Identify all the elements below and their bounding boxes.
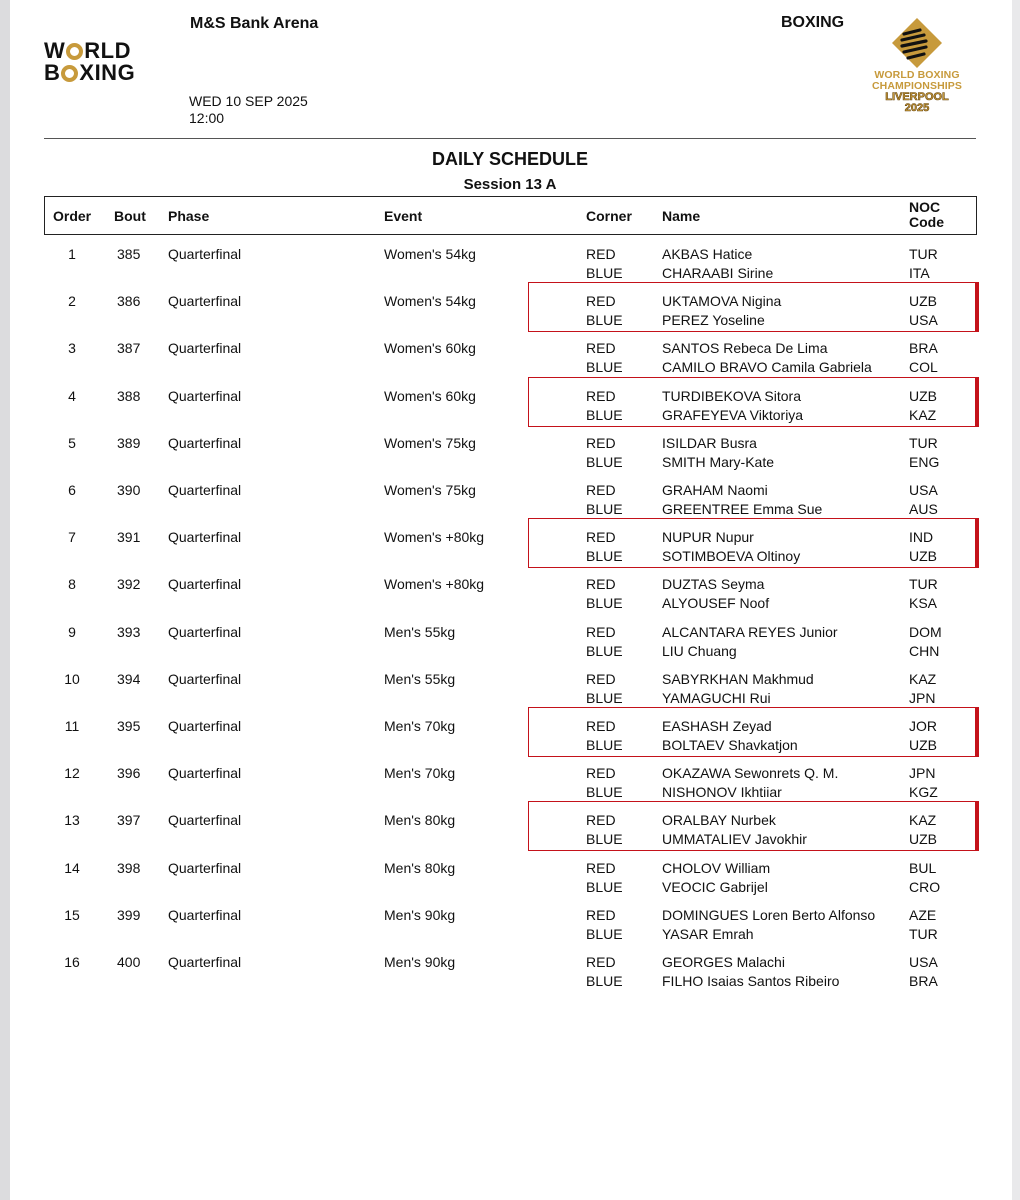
venue-name: M&S Bank Arena (190, 15, 319, 32)
logo-text-boxing: B XING (44, 60, 136, 85)
col-order: Order (53, 208, 92, 224)
col-event: Event (384, 208, 423, 224)
red-corner-label: RED (586, 718, 616, 734)
red-corner-label: RED (586, 434, 616, 451)
table-row (0, 765, 1020, 805)
bout-event: Men's 55kg (384, 623, 456, 640)
bout-order: 12 (64, 765, 80, 782)
bout-order: 13 (64, 812, 80, 829)
blue-corner-label: BLUE (586, 501, 623, 517)
bout-order: 3 (68, 340, 76, 357)
bout-order: 10 (64, 670, 80, 687)
session-label: Session 13 A (463, 176, 557, 193)
blue-corner-label: BLUE (586, 312, 623, 329)
bout-order: 16 (64, 954, 80, 970)
red-noc-code: JOR (909, 718, 937, 734)
blue-noc-code: ENG (909, 453, 940, 470)
table-row (0, 340, 1020, 380)
red-corner-label: RED (586, 246, 616, 262)
blue-corner-label: BLUE (586, 784, 623, 801)
red-boxer-name: EASHASH Zeyad (662, 718, 772, 734)
bout-number: 399 (117, 906, 141, 923)
table-row (0, 576, 1020, 616)
bout-phase: Quarterfinal (168, 670, 242, 687)
red-noc-code: KAZ (909, 670, 937, 687)
red-boxer-name: AKBAS Hatice (662, 246, 753, 262)
bout-number: 385 (117, 246, 141, 262)
red-corner-label: RED (586, 623, 616, 640)
red-noc-code: IND (909, 529, 934, 546)
blue-noc-code: COL (909, 359, 938, 376)
red-boxer-name: CHOLOV William (662, 859, 771, 876)
blue-boxer-name: CHARAABI Sirine (662, 265, 774, 281)
col-phase: Phase (168, 208, 210, 224)
red-noc-code: TUR (909, 246, 938, 262)
bout-event: Men's 55kg (384, 670, 456, 687)
blue-corner-label: BLUE (586, 831, 623, 848)
red-corner-label: RED (586, 482, 616, 498)
bout-phase: Quarterfinal (168, 765, 242, 782)
red-corner-label: RED (586, 529, 616, 546)
blue-noc-code: UZB (909, 737, 937, 753)
table-row (0, 246, 1020, 286)
blue-boxer-name: VEOCIC Gabrijel (662, 878, 768, 895)
red-corner-label: RED (586, 387, 616, 404)
bout-phase: Quarterfinal (168, 529, 242, 546)
blue-corner-label: BLUE (586, 973, 623, 989)
blue-corner-label: BLUE (586, 642, 623, 659)
blue-noc-code: TUR (909, 925, 938, 942)
bout-event: Men's 70kg (384, 718, 456, 734)
bout-event: Women's 54kg (384, 293, 476, 310)
blue-noc-code: USA (909, 312, 938, 329)
red-corner-label: RED (586, 670, 616, 687)
bout-order: 5 (68, 434, 76, 451)
session-time: 12:00 (189, 110, 225, 126)
blue-boxer-name: UMMATALIEV Javokhir (662, 831, 807, 848)
bout-order: 8 (68, 576, 76, 593)
blue-corner-label: BLUE (586, 359, 623, 376)
bout-order: 2 (68, 293, 76, 310)
bout-number: 395 (117, 718, 141, 734)
red-noc-code: DOM (909, 623, 942, 640)
blue-boxer-name: SMITH Mary-Kate (662, 453, 775, 470)
bout-number: 398 (117, 859, 141, 876)
bout-event: Women's 75kg (384, 482, 476, 498)
red-boxer-name: ALCANTARA REYES Junior (662, 623, 838, 640)
bout-number: 390 (117, 482, 141, 498)
red-noc-code: TUR (909, 434, 938, 451)
red-noc-code: USA (909, 954, 938, 970)
red-noc-code: BUL (909, 859, 937, 876)
session-datetime (189, 93, 308, 127)
blue-corner-label: BLUE (586, 595, 623, 612)
table-row (0, 624, 1020, 664)
red-noc-code: AZE (909, 906, 937, 923)
blue-boxer-name: YASAR Emrah (662, 925, 754, 942)
blue-corner-label: BLUE (586, 925, 623, 942)
bout-number: 392 (117, 576, 141, 593)
table-row (0, 812, 1020, 852)
blue-boxer-name: SOTIMBOEVA Oltinoy (662, 548, 801, 565)
red-boxer-name: GRAHAM Naomi (662, 482, 768, 498)
bout-phase: Quarterfinal (168, 718, 242, 734)
blue-boxer-name: PEREZ Yoseline (662, 312, 765, 329)
blue-noc-code: AUS (909, 501, 938, 517)
red-boxer-name: ISILDAR Busra (662, 434, 757, 451)
red-noc-code: UZB (909, 387, 937, 404)
champ-text-year: 2025 (904, 102, 930, 114)
logo-text-world: W RLD (44, 38, 131, 63)
bout-phase: Quarterfinal (168, 482, 242, 498)
red-boxer-name: SABYRKHAN Makhmud (662, 670, 814, 687)
bout-event: Men's 90kg (384, 906, 456, 923)
logo-line-2 (44, 62, 168, 84)
bout-number: 400 (117, 954, 141, 970)
red-boxer-name: DOMINGUES Loren Berto Alfonso (662, 906, 876, 923)
table-row (0, 907, 1020, 947)
blue-noc-code: CRO (909, 878, 941, 895)
table-row (0, 718, 1020, 758)
blue-noc-code: UZB (909, 831, 937, 848)
bout-number: 387 (117, 340, 141, 357)
red-corner-label: RED (586, 906, 616, 923)
col-name: Name (662, 208, 701, 224)
bout-phase: Quarterfinal (168, 293, 242, 310)
blue-noc-code: KSA (909, 595, 938, 612)
blue-noc-code: KGZ (909, 784, 938, 801)
blue-boxer-name: GRAFEYEVA Viktoriya (662, 406, 804, 423)
blue-boxer-name: NISHONOV Ikhtiiar (662, 784, 782, 801)
bout-event: Women's +80kg (384, 576, 485, 593)
bout-phase: Quarterfinal (168, 340, 242, 357)
red-boxer-name: GEORGES Malachi (662, 954, 785, 970)
red-noc-code: BRA (909, 340, 938, 357)
bout-number: 386 (117, 293, 141, 310)
page-title: DAILY SCHEDULE (431, 149, 589, 169)
bout-order: 9 (68, 623, 76, 640)
bout-event: Men's 80kg (384, 859, 456, 876)
bout-phase: Quarterfinal (168, 954, 242, 970)
bout-order: 7 (68, 529, 76, 546)
col-noc-code (909, 200, 944, 230)
header-divider (44, 138, 976, 139)
blue-corner-label: BLUE (586, 689, 623, 706)
red-corner-label: RED (586, 765, 616, 782)
champ-text-city: LIVERPOOL (885, 91, 949, 103)
red-corner-label: RED (586, 293, 616, 310)
col-bout: Bout (114, 208, 146, 224)
bout-order: 15 (64, 906, 80, 923)
table-row (0, 435, 1020, 475)
table-row (0, 388, 1020, 428)
bout-number: 394 (117, 670, 141, 687)
bout-phase: Quarterfinal (168, 859, 242, 876)
bout-event: Women's +80kg (384, 529, 485, 546)
championships-logo (862, 16, 972, 126)
red-corner-label: RED (586, 954, 616, 970)
red-corner-label: RED (586, 859, 616, 876)
blue-boxer-name: CAMILO BRAVO Camila Gabriela (662, 359, 872, 376)
logo-line-1 (44, 40, 168, 62)
red-noc-code: UZB (909, 293, 937, 310)
bout-phase: Quarterfinal (168, 906, 242, 923)
bout-number: 397 (117, 812, 141, 829)
bout-phase: Quarterfinal (168, 387, 242, 404)
blue-boxer-name: GREENTREE Emma Sue (662, 501, 823, 517)
bout-phase: Quarterfinal (168, 246, 242, 262)
bout-number: 388 (117, 387, 141, 404)
red-boxer-name: NUPUR Nupur (662, 529, 754, 546)
bout-phase: Quarterfinal (168, 576, 242, 593)
bout-event: Women's 60kg (384, 340, 476, 357)
table-row (0, 954, 1020, 994)
blue-noc-code: KAZ (909, 406, 937, 423)
bout-event: Men's 70kg (384, 765, 456, 782)
blue-boxer-name: ALYOUSEF Noof (662, 595, 770, 612)
table-row (0, 671, 1020, 711)
championships-emblem-icon (890, 16, 944, 70)
red-boxer-name: SANTOS Rebeca De Lima (662, 340, 828, 357)
red-boxer-name: OKAZAWA Sewonrets Q. M. (662, 765, 839, 782)
col-noc-line1: NOC (909, 199, 941, 215)
bout-event: Men's 80kg (384, 812, 456, 829)
bout-phase: Quarterfinal (168, 623, 242, 640)
bout-number: 391 (117, 529, 141, 546)
table-row (0, 529, 1020, 569)
red-corner-label: RED (586, 812, 616, 829)
bout-phase: Quarterfinal (168, 434, 242, 451)
bout-order: 6 (68, 482, 76, 498)
red-noc-code: KAZ (909, 812, 937, 829)
blue-corner-label: BLUE (586, 878, 623, 895)
col-noc-line2: Code (909, 214, 944, 230)
red-boxer-name: TURDIBEKOVA Sitora (662, 387, 802, 404)
red-noc-code: USA (909, 482, 938, 498)
red-corner-label: RED (586, 340, 616, 357)
red-noc-code: JPN (909, 765, 936, 782)
blue-noc-code: JPN (909, 689, 936, 706)
table-row (0, 860, 1020, 900)
blue-boxer-name: LIU Chuang (662, 642, 737, 659)
blue-corner-label: BLUE (586, 453, 623, 470)
bout-event: Men's 90kg (384, 954, 456, 970)
blue-corner-label: BLUE (586, 406, 623, 423)
blue-corner-label: BLUE (586, 737, 623, 753)
bout-event: Women's 54kg (384, 246, 476, 262)
bout-event: Women's 60kg (384, 387, 476, 404)
blue-noc-code: UZB (909, 548, 937, 565)
red-boxer-name: UKTAMOVA Nigina (662, 293, 782, 310)
blue-corner-label: BLUE (586, 265, 623, 281)
table-row (0, 293, 1020, 333)
blue-boxer-name: BOLTAEV Shavkatjon (662, 737, 798, 753)
red-boxer-name: DUZTAS Seyma (662, 576, 765, 593)
bout-number: 389 (117, 434, 141, 451)
bout-order: 11 (64, 718, 80, 734)
session-date: WED 10 SEP 2025 (189, 93, 308, 109)
sport-name: BOXING (781, 14, 845, 31)
blue-noc-code: CHN (909, 642, 940, 659)
logo-ring-icon (61, 65, 78, 82)
table-row (0, 482, 1020, 522)
bout-number: 393 (117, 623, 141, 640)
bout-phase: Quarterfinal (168, 812, 242, 829)
table-header (44, 196, 977, 235)
bout-number: 396 (117, 765, 141, 782)
blue-boxer-name: FILHO Isaias Santos Ribeiro (662, 973, 840, 989)
bout-order: 1 (68, 246, 76, 262)
champ-text-line2: CHAMPIONSHIPS (872, 80, 962, 92)
world-boxing-logo (44, 40, 168, 84)
blue-noc-code: BRA (909, 973, 938, 989)
red-corner-label: RED (586, 576, 616, 593)
bout-event: Women's 75kg (384, 434, 476, 451)
bout-order: 14 (64, 859, 80, 876)
blue-boxer-name: YAMAGUCHI Rui (662, 689, 771, 706)
col-corner: Corner (586, 208, 632, 224)
champ-text-line1: WORLD BOXING (874, 69, 960, 81)
blue-corner-label: BLUE (586, 548, 623, 565)
red-boxer-name: ORALBAY Nurbek (662, 812, 776, 829)
logo-ring-icon (66, 43, 83, 60)
bout-order: 4 (68, 387, 76, 404)
blue-noc-code: ITA (909, 265, 930, 281)
red-noc-code: TUR (909, 576, 938, 593)
